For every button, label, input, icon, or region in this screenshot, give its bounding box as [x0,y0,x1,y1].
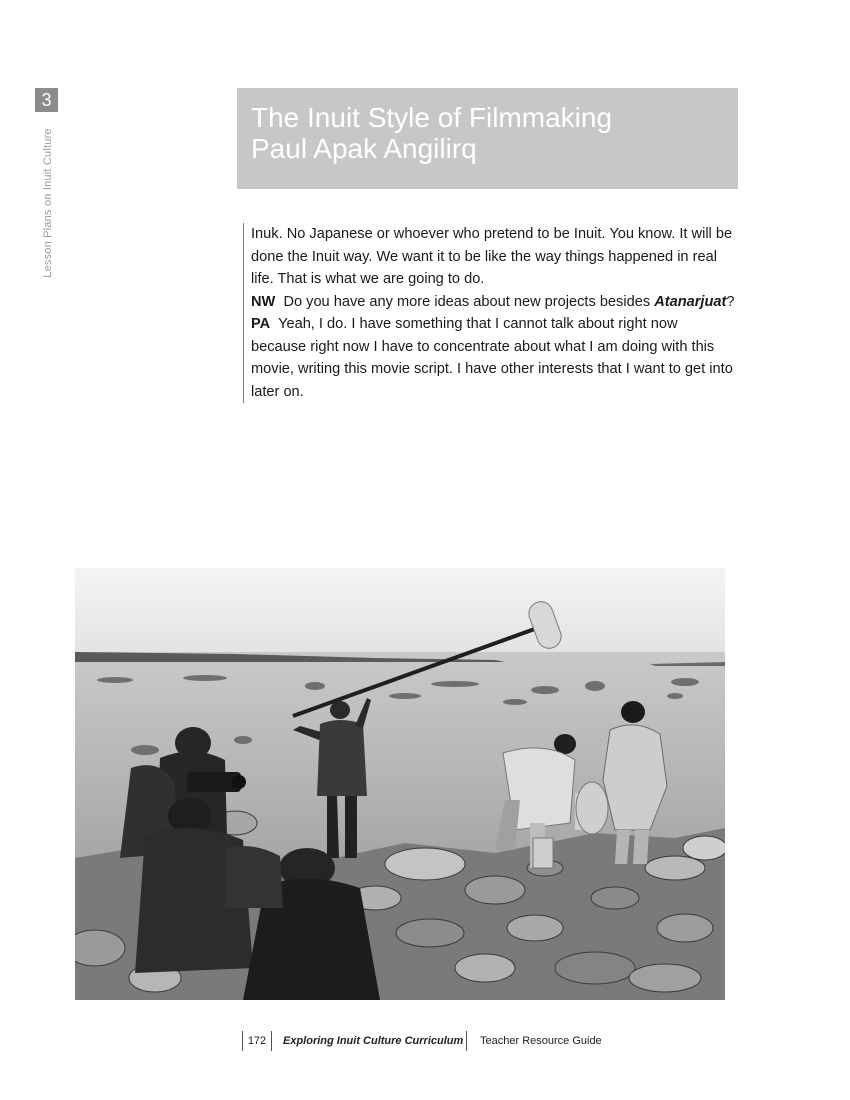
interview-text [243,223,735,403]
chapter-number-badge: 3 [35,88,58,112]
film-title: Atanarjuat [654,293,727,310]
question-speaker: NW [251,293,276,310]
question-text: Do you have any more ideas about new projects besides [283,293,651,310]
publication-title: Exploring Inuit Culture Curriculum [283,1035,464,1047]
answer-paragraph-continued: Inuk. No Japanese or whoever who pretend to be Inuit. You know. It will be done the Inuit way. We want it to be like the way things happened in real life. That is what we are going to do. [251,226,733,287]
footer-divider [466,1031,467,1051]
question-paragraph [251,291,735,314]
question-end: ? [726,293,735,310]
page-subtitle-author: Paul Apak Angilirq [251,133,477,164]
publication-subtitle: Teacher Resource Guide [480,1035,602,1047]
answer-text: Yeah, I do. I have something that I cannot talk about right now because right now I have to concentrate about what I am doing with this movie, writing this movie script. I have other interests that I want to get into later on. [251,316,733,400]
chapter-side-label: Lesson Plans on Inuit Culture [42,128,54,278]
title-banner [237,88,738,189]
film-crew-photograph [75,568,725,1000]
answer-speaker: PA [251,316,271,332]
answer-paragraph [251,313,735,403]
page-number: 172 [242,1031,272,1051]
page-title: The Inuit Style of Filmmaking [251,102,613,133]
